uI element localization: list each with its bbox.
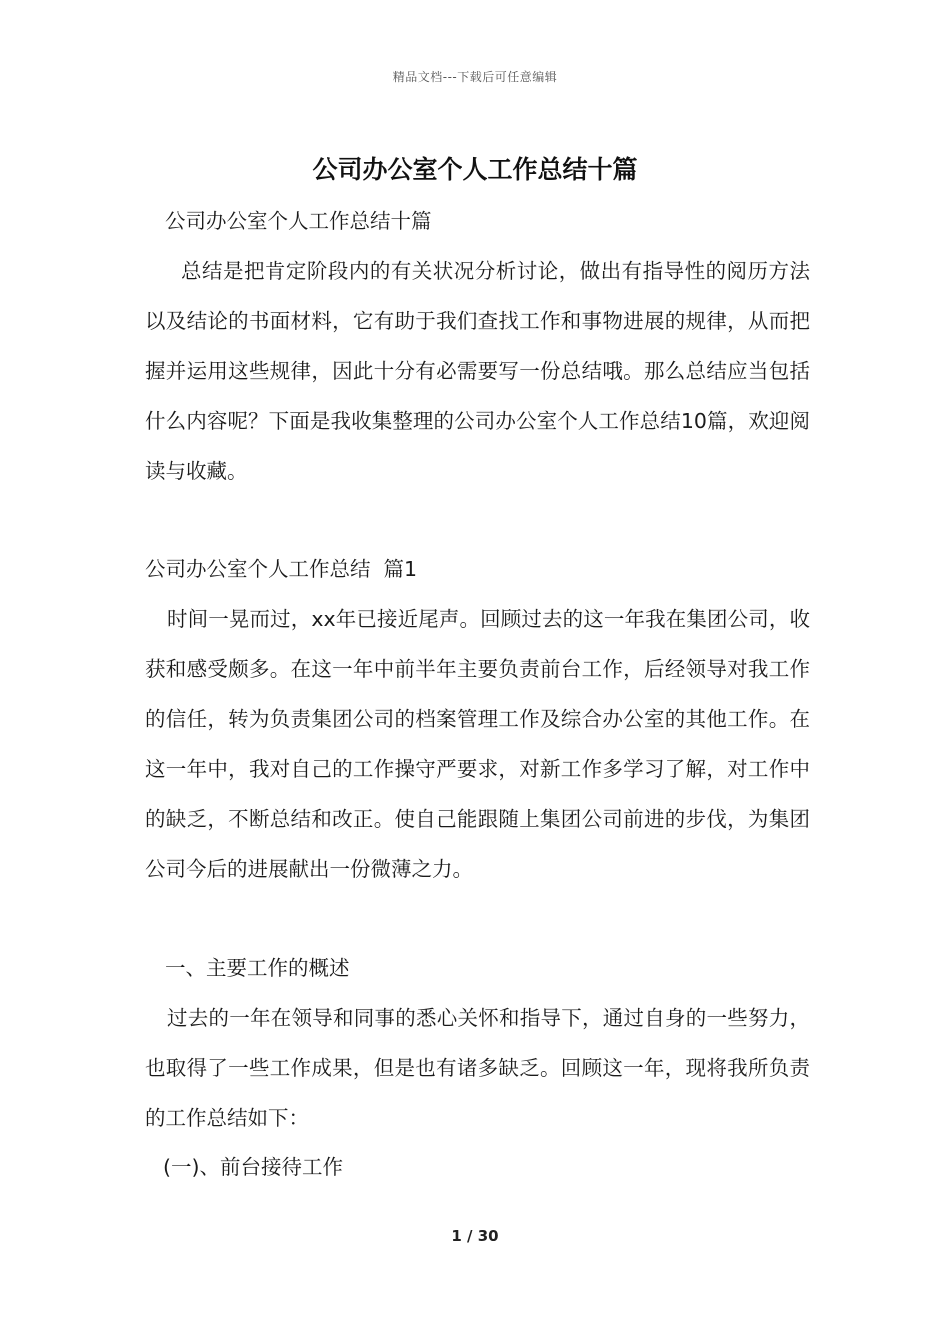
heading-overview: 一、主要工作的概述 [165, 956, 350, 980]
paragraph-1: 时间一晃而过，xx年已接近尾声。回顾过去的这一年我在集团公司，收获和感受颇多。在这一年中前半年主要负责前台工作，后经领导对我工作的信任，转为负责集团公司的档案管理工作及综合办公室的其他工作。在这一年中，我对自己的工作操守严要求，对新工作多学习了解，对工作中的缺乏，不断总结和改正。使自己能跟随上集团公司前进的步伐，为集团公司今后的进展献出一份微薄之力。 [145, 607, 810, 881]
document-title: 公司办公室个人工作总结十篇 [312, 155, 638, 184]
section-heading: 公司办公室个人工作总结 篇1 [145, 557, 418, 581]
intro-paragraph: 总结是把肯定阶段内的有关状况分析讨论，做出有指导性的阅历方法以及结论的书面材料，它有助于我们查找工作和事物进展的规律，从而把握并运用这些规律，因此十分有必需要写一份总结哦。那么总结应当包括什么内容呢？下面是我收集整理的公司办公室个人工作总结10篇，欢迎阅读与收藏。 [145, 259, 810, 483]
header-note: 精品文档---下载后可任意编辑 [392, 70, 558, 84]
document-subtitle: 公司办公室个人工作总结十篇 [165, 209, 432, 233]
paragraph-2: 过去的一年在领导和同事的悉心关怀和指导下，通过自身的一些努力，也取得了一些工作成果，但是也有诸多缺乏。回顾这一年，现将我所负责的工作总结如下： [145, 1006, 810, 1130]
heading-front-desk: (一)、前台接待工作 [163, 1155, 343, 1179]
page-number: 1 / 30 [451, 1227, 499, 1245]
